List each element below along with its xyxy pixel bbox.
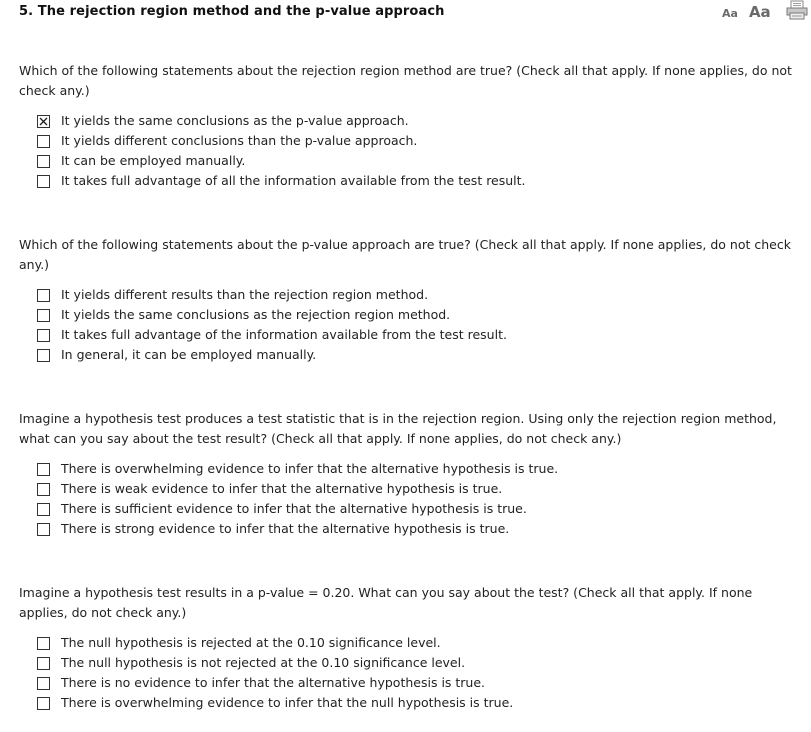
option-label: In general, it can be employed manually. bbox=[61, 347, 317, 362]
option-label: It yields the same conclusions as the rejection region method. bbox=[61, 307, 451, 322]
options-list bbox=[19, 111, 794, 191]
option-label: The null hypothesis is rejected at the 0.10 significance level. bbox=[61, 635, 441, 650]
checkbox[interactable] bbox=[37, 483, 50, 496]
question-text: Which of the following statements about the p-value approach are true? (Check all that apply. If none applies, do not check any.) bbox=[19, 237, 791, 272]
option-row[interactable] bbox=[37, 171, 794, 191]
checkbox[interactable] bbox=[37, 289, 50, 302]
checkbox[interactable] bbox=[37, 175, 50, 188]
decrease-font-button[interactable]: Aa bbox=[722, 7, 738, 20]
option-label: There is strong evidence to infer that the alternative hypothesis is true. bbox=[61, 521, 510, 536]
checkbox-checked[interactable] bbox=[37, 115, 50, 128]
question-text: Imagine a hypothesis test produces a test statistic that is in the rejection region. Using only the rejection region method, what can you say about the test result? (Check all that apply. If none applies, do not check any.) bbox=[19, 411, 777, 446]
page-title: 5. The rejection region method and the p-value approach bbox=[19, 4, 445, 19]
checkbox[interactable] bbox=[37, 135, 50, 148]
option-label: It takes full advantage of the information available from the test result. bbox=[61, 327, 507, 342]
checkbox[interactable] bbox=[37, 503, 50, 516]
options-list bbox=[19, 459, 794, 539]
option-row[interactable] bbox=[37, 325, 794, 345]
option-label: There is overwhelming evidence to infer that the alternative hypothesis is true. bbox=[61, 461, 559, 476]
options-list bbox=[19, 285, 794, 365]
option-row[interactable] bbox=[37, 151, 794, 171]
question-3 bbox=[19, 409, 794, 539]
option-row[interactable] bbox=[37, 519, 794, 539]
option-label: There is overwhelming evidence to infer that the null hypothesis is true. bbox=[61, 695, 514, 710]
checkbox[interactable] bbox=[37, 677, 50, 690]
option-label: It yields different conclusions than the p-value approach. bbox=[61, 133, 418, 148]
checkbox[interactable] bbox=[37, 309, 50, 322]
checkbox[interactable] bbox=[37, 349, 50, 362]
checkbox[interactable] bbox=[37, 329, 50, 342]
question-text: Imagine a hypothesis test results in a p-value = 0.20. What can you say about the test? (Check all that apply. If none applies, do not check any.) bbox=[19, 585, 753, 620]
option-label: There is weak evidence to infer that the alternative hypothesis is true. bbox=[61, 481, 503, 496]
option-label: It takes full advantage of all the information available from the test result. bbox=[61, 173, 526, 188]
option-row[interactable] bbox=[37, 633, 794, 653]
option-row[interactable] bbox=[37, 653, 794, 673]
increase-font-button[interactable]: Aa bbox=[748, 3, 771, 21]
checkbox[interactable] bbox=[37, 523, 50, 536]
check-mark-icon bbox=[38, 116, 49, 127]
option-row[interactable] bbox=[37, 345, 794, 365]
question-text: Which of the following statements about the rejection region method are true? (Check all that apply. If none applies, do not check any.) bbox=[19, 63, 792, 98]
checkbox[interactable] bbox=[37, 637, 50, 650]
checkbox[interactable] bbox=[37, 463, 50, 476]
option-row[interactable] bbox=[37, 459, 794, 479]
checkbox[interactable] bbox=[37, 155, 50, 168]
checkbox[interactable] bbox=[37, 697, 50, 710]
question-2 bbox=[19, 235, 794, 365]
option-row[interactable] bbox=[37, 285, 794, 305]
option-label: There is sufficient evidence to infer that the alternative hypothesis is true. bbox=[61, 501, 527, 516]
option-row[interactable] bbox=[37, 693, 794, 713]
question-1 bbox=[19, 61, 794, 191]
checkbox[interactable] bbox=[37, 657, 50, 670]
option-row[interactable] bbox=[37, 673, 794, 693]
question-4 bbox=[19, 583, 794, 713]
option-label: There is no evidence to infer that the alternative hypothesis is true. bbox=[61, 675, 486, 690]
option-label: The null hypothesis is not rejected at the 0.10 significance level. bbox=[61, 655, 466, 670]
option-label: It yields the same conclusions as the p-value approach. bbox=[61, 113, 409, 128]
option-row[interactable] bbox=[37, 131, 794, 151]
option-label: It can be employed manually. bbox=[61, 153, 246, 168]
printer-icon[interactable] bbox=[786, 0, 808, 20]
option-row[interactable] bbox=[37, 499, 794, 519]
option-label: It yields different results than the rejection region method. bbox=[61, 287, 429, 302]
options-list bbox=[19, 633, 794, 713]
option-row[interactable] bbox=[37, 111, 794, 131]
font-size-controls bbox=[722, 3, 771, 21]
option-row[interactable] bbox=[37, 305, 794, 325]
option-row[interactable] bbox=[37, 479, 794, 499]
